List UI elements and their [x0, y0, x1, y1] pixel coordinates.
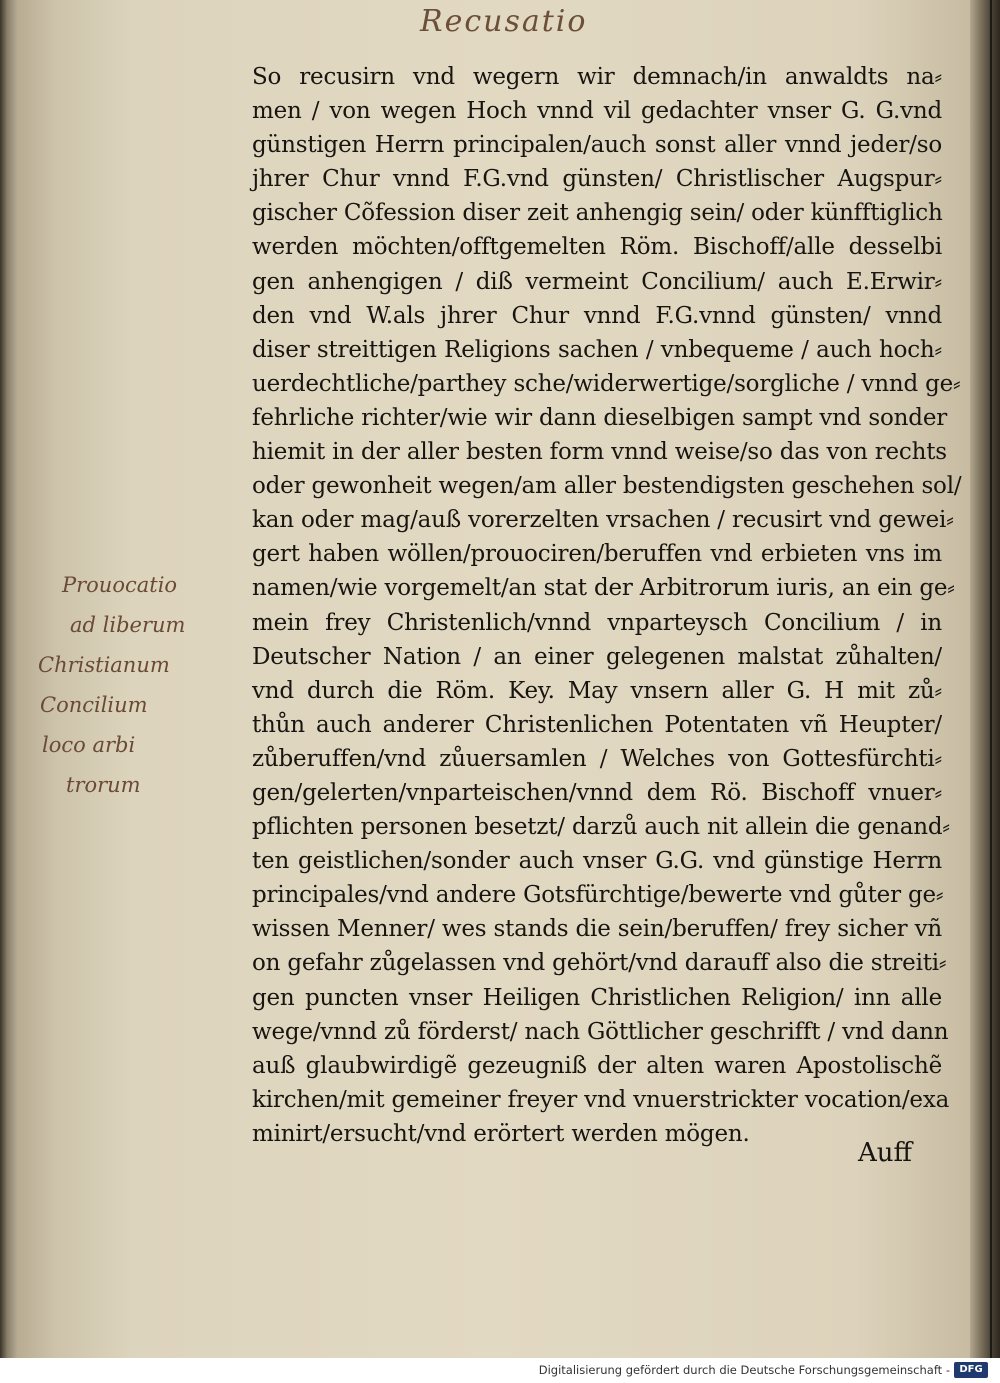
- text-line: werden möchten/offtgemelten Röm. Bischoff/alle desselbi: [252, 234, 942, 261]
- funding-credit: Digitalisierung gefördert durch die Deutsche Forschungsgemeinschaft -: [538, 1363, 950, 1377]
- margin-note-line: Concilium: [40, 693, 148, 717]
- text-line: kirchen/mit gemeiner freyer vnd vnuerstrickter vocation/exa: [252, 1086, 950, 1113]
- text-line: zůberuffen/vnd zůuersamlen / Welches von Gottesfürchti⸗: [252, 745, 942, 772]
- text-line: wissen Menner/ wes stands die sein/beruffen/ frey sicher vñ: [252, 916, 942, 943]
- margin-note-line: Prouocatio: [62, 573, 178, 597]
- margin-note-line: ad liberum: [70, 613, 186, 637]
- binding-right-edge: [970, 0, 1000, 1358]
- text-line-last: minirt/ersucht/vnd erörtert werden mögen.: [252, 1120, 750, 1147]
- text-line: wege/vnnd zů förderst/ nach Göttlicher geschrifft / vnd dann: [252, 1018, 949, 1045]
- text-line: So recusirn vnd wegern wir demnach/in anwaldts na⸗: [252, 64, 942, 90]
- text-line: uerdechtliche/parthey sche/widerwertige/sorgliche / vnnd ge⸗: [252, 370, 961, 397]
- handwritten-margin-notes: [30, 565, 240, 805]
- text-line: gischer Cõfession diser zeit anhengig sein/ oder künfftiglich: [252, 200, 943, 227]
- text-line: günstigen Herrn principalen/auch sonst aller vnnd jeder/so: [252, 132, 942, 159]
- dfg-logo: DFG: [954, 1362, 988, 1378]
- text-line: vnd durch die Röm. Key. May vnsern aller G. H mit zů⸗: [252, 677, 942, 704]
- text-line: kan oder mag/auß vorerzelten vrsachen / recusirt vnd gewei⸗: [252, 507, 954, 534]
- text-line: mein frey Christenlich/vnnd vnparteysch Concilium / in: [252, 609, 942, 636]
- text-line: Deutscher Nation / an einer gelegenen malstat zůhalten/: [252, 643, 942, 670]
- page-edge-rule: [990, 0, 992, 1358]
- header-annotation: Recusatio: [420, 4, 588, 39]
- binding-left-edge: [0, 0, 18, 1358]
- margin-note-line: loco arbi: [42, 733, 136, 757]
- text-line: ten geistlichen/sonder auch vnser G.G. vnd günstige Herrn: [252, 848, 942, 875]
- text-line: den vnd W.als jhrer Chur vnnd F.G.vnnd günsten/ vnnd: [252, 302, 942, 329]
- text-line: auß glaubwirdigẽ gezeugniß der alten waren Apostolischẽ: [252, 1052, 942, 1079]
- margin-note-line: Christianum: [38, 653, 170, 677]
- text-line: oder gewonheit wegen/am aller bestendigsten geschehen sol/: [252, 473, 962, 500]
- margin-note-line: trorum: [66, 773, 141, 797]
- text-line: fehrliche richter/wie wir dann dieselbigen sampt vnd sonder: [252, 404, 948, 431]
- body-text: [252, 60, 962, 1151]
- text-line: diser streittigen Religions sachen / vnbequeme / auch hoch⸗: [252, 336, 942, 363]
- text-line: men / von wegen Hoch vnnd vil gedachter vnser G. G.vnd: [252, 98, 942, 125]
- text-line: gert haben wöllen/prouociren/beruffen vnd erbieten vns im: [252, 541, 942, 568]
- text-line: namen/wie vorgemelt/an stat der Arbitrorum iuris, an ein ge⸗: [252, 575, 955, 602]
- text-line: principales/vnd andere Gotsfürchtige/bewerte vnd gůter ge⸗: [252, 882, 944, 909]
- text-line: gen puncten vnser Heiligen Christlichen Religion/ inn alle: [252, 984, 942, 1011]
- text-line: gen anhengigen / diß vermeint Concilium/ auch E.Erwir⸗: [252, 268, 942, 295]
- text-line: gen/gelerten/vnparteischen/vnnd dem Rö. Bischoff vnuer⸗: [252, 779, 942, 806]
- text-line: hiemit in der aller besten form vnnd weise/so das von rechts: [252, 439, 947, 466]
- text-line: pflichten personen besetzt/ darzů auch nit allein die genand⸗: [252, 814, 950, 841]
- text-line: jhrer Chur vnnd F.G.vnd günsten/ Christlischer Augspur⸗: [252, 166, 942, 193]
- catchword: Auff: [858, 1138, 912, 1168]
- footer-bar: [0, 1358, 1000, 1383]
- text-line: on gefahr zůgelassen vnd gehört/vnd darauff also die streiti⸗: [252, 950, 947, 977]
- text-line: thůn auch anderer Christenlichen Potentaten vñ Heupter/: [252, 711, 942, 738]
